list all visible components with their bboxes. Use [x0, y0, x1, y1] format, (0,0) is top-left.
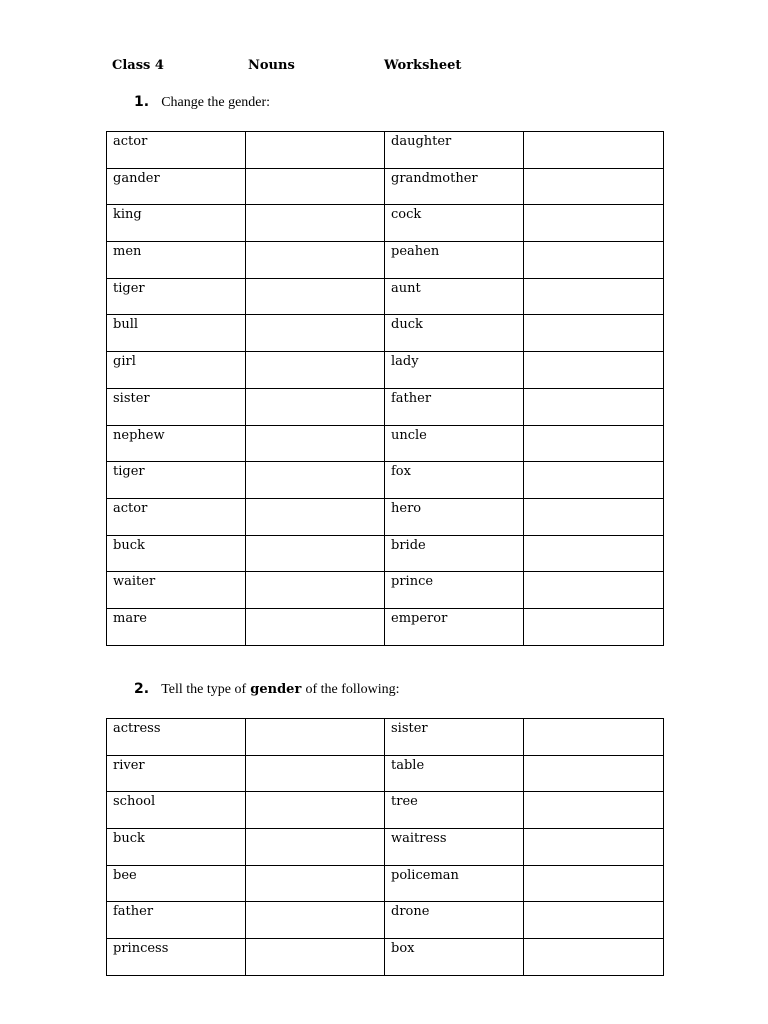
- table-row: [107, 278, 664, 315]
- answer-cell[interactable]: [524, 168, 664, 205]
- answer-cell[interactable]: [246, 535, 385, 572]
- question-2-text-after: of the following:: [305, 682, 400, 697]
- word-cell: actor: [107, 132, 246, 169]
- answer-cell[interactable]: [246, 865, 385, 902]
- word-cell: mare: [107, 608, 246, 645]
- word-cell: tree: [385, 792, 524, 829]
- table-row: [107, 388, 664, 425]
- answer-cell[interactable]: [524, 498, 664, 535]
- word-cell: prince: [385, 572, 524, 609]
- answer-cell[interactable]: [524, 132, 664, 169]
- answer-cell[interactable]: [246, 792, 385, 829]
- word-cell: drone: [385, 902, 524, 939]
- word-cell: school: [107, 792, 246, 829]
- table-row: [107, 462, 664, 499]
- answer-cell[interactable]: [246, 939, 385, 976]
- answer-cell[interactable]: [246, 755, 385, 792]
- word-cell: gander: [107, 168, 246, 205]
- word-cell: grandmother: [385, 168, 524, 205]
- worksheet-label: Worksheet: [384, 58, 462, 73]
- answer-cell[interactable]: [246, 388, 385, 425]
- answer-cell[interactable]: [246, 132, 385, 169]
- answer-cell[interactable]: [246, 498, 385, 535]
- word-cell: father: [385, 388, 524, 425]
- word-cell: cock: [385, 205, 524, 242]
- answer-cell[interactable]: [524, 462, 664, 499]
- question-2-text-bold: gender: [250, 682, 302, 697]
- word-cell: daughter: [385, 132, 524, 169]
- answer-cell[interactable]: [246, 572, 385, 609]
- gender-type-table: [106, 718, 664, 976]
- answer-cell[interactable]: [524, 242, 664, 279]
- gender-change-table-body: [107, 132, 664, 646]
- answer-cell[interactable]: [246, 608, 385, 645]
- answer-cell[interactable]: [246, 425, 385, 462]
- answer-cell[interactable]: [246, 352, 385, 389]
- table-row: [107, 132, 664, 169]
- table-row: [107, 865, 664, 902]
- word-cell: table: [385, 755, 524, 792]
- word-cell: hero: [385, 498, 524, 535]
- answer-cell[interactable]: [524, 829, 664, 866]
- word-cell: uncle: [385, 425, 524, 462]
- answer-cell[interactable]: [524, 388, 664, 425]
- answer-cell[interactable]: [524, 278, 664, 315]
- word-cell: aunt: [385, 278, 524, 315]
- table-row: [107, 939, 664, 976]
- answer-cell[interactable]: [524, 315, 664, 352]
- word-cell: waitress: [385, 829, 524, 866]
- table-row: [107, 608, 664, 645]
- answer-cell[interactable]: [524, 535, 664, 572]
- question-1-number: 1.: [134, 94, 150, 110]
- question-2-number: 2.: [134, 681, 150, 697]
- table-row: [107, 902, 664, 939]
- word-cell: lady: [385, 352, 524, 389]
- answer-cell[interactable]: [246, 719, 385, 756]
- word-cell: actress: [107, 719, 246, 756]
- answer-cell[interactable]: [246, 829, 385, 866]
- word-cell: princess: [107, 939, 246, 976]
- word-cell: buck: [107, 829, 246, 866]
- word-cell: girl: [107, 352, 246, 389]
- answer-cell[interactable]: [246, 902, 385, 939]
- topic-label: Nouns: [248, 58, 295, 73]
- table-row: [107, 205, 664, 242]
- question-2-heading: [134, 681, 400, 698]
- answer-cell[interactable]: [524, 902, 664, 939]
- answer-cell[interactable]: [246, 315, 385, 352]
- table-row: [107, 242, 664, 279]
- word-cell: sister: [385, 719, 524, 756]
- answer-cell[interactable]: [246, 205, 385, 242]
- table-row: [107, 315, 664, 352]
- table-row: [107, 755, 664, 792]
- word-cell: box: [385, 939, 524, 976]
- word-cell: nephew: [107, 425, 246, 462]
- word-cell: bull: [107, 315, 246, 352]
- answer-cell[interactable]: [524, 719, 664, 756]
- word-cell: king: [107, 205, 246, 242]
- answer-cell[interactable]: [524, 865, 664, 902]
- word-cell: tiger: [107, 462, 246, 499]
- table-row: [107, 352, 664, 389]
- table-row: [107, 498, 664, 535]
- answer-cell[interactable]: [524, 608, 664, 645]
- word-cell: bee: [107, 865, 246, 902]
- question-1-text: Change the gender:: [161, 95, 271, 110]
- worksheet-header: [112, 58, 672, 78]
- answer-cell[interactable]: [524, 939, 664, 976]
- answer-cell[interactable]: [524, 205, 664, 242]
- answer-cell[interactable]: [524, 792, 664, 829]
- word-cell: peahen: [385, 242, 524, 279]
- answer-cell[interactable]: [246, 242, 385, 279]
- word-cell: river: [107, 755, 246, 792]
- table-row: [107, 719, 664, 756]
- word-cell: actor: [107, 498, 246, 535]
- table-row: [107, 168, 664, 205]
- word-cell: tiger: [107, 278, 246, 315]
- gender-change-table: [106, 131, 664, 646]
- answer-cell[interactable]: [246, 278, 385, 315]
- table-row: [107, 572, 664, 609]
- answer-cell[interactable]: [524, 755, 664, 792]
- word-cell: buck: [107, 535, 246, 572]
- answer-cell[interactable]: [246, 462, 385, 499]
- answer-cell[interactable]: [246, 168, 385, 205]
- word-cell: duck: [385, 315, 524, 352]
- class-label: Class 4: [112, 58, 164, 73]
- word-cell: fox: [385, 462, 524, 499]
- word-cell: men: [107, 242, 246, 279]
- table-row: [107, 792, 664, 829]
- table-row: [107, 425, 664, 462]
- word-cell: emperor: [385, 608, 524, 645]
- table-row: [107, 829, 664, 866]
- answer-cell[interactable]: [524, 572, 664, 609]
- word-cell: policeman: [385, 865, 524, 902]
- gender-type-table-body: [107, 719, 664, 976]
- question-2-text-before: Tell the type of: [161, 682, 247, 697]
- table-row: [107, 535, 664, 572]
- answer-cell[interactable]: [524, 352, 664, 389]
- word-cell: father: [107, 902, 246, 939]
- word-cell: bride: [385, 535, 524, 572]
- word-cell: sister: [107, 388, 246, 425]
- question-1-heading: [134, 94, 270, 111]
- answer-cell[interactable]: [524, 425, 664, 462]
- word-cell: waiter: [107, 572, 246, 609]
